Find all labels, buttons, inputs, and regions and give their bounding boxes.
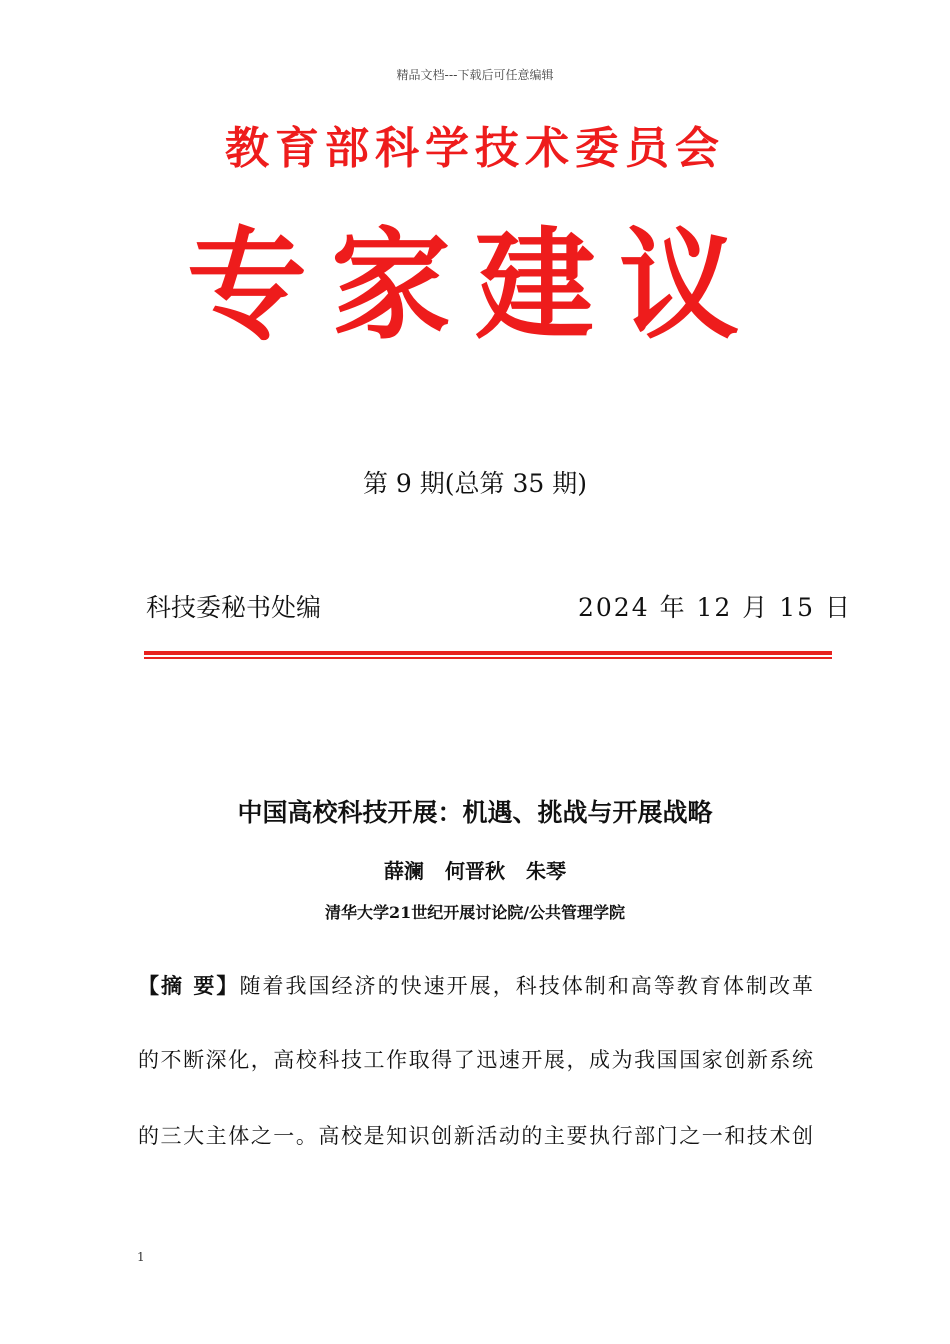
document-title: 专家建议 bbox=[187, 217, 763, 356]
organization-title: 教育部科学技术委员会 bbox=[225, 123, 725, 174]
abstract-line: 的不断深化，高校科技工作取得了迅速开展，成为我国国家创新系统 bbox=[138, 1048, 814, 1072]
masthead-divider-thick bbox=[144, 651, 832, 655]
editor-line: 科技委秘书处编 bbox=[146, 593, 322, 622]
issue-number: 第 9 期(总第 35 期) bbox=[362, 469, 587, 498]
abstract-line bbox=[138, 970, 814, 1000]
article-authors: 薛澜 何晋秋 朱琴 bbox=[384, 859, 566, 883]
article-affiliation: 清华大学21世纪开展讨论院/公共管理学院 bbox=[324, 903, 626, 922]
page-number: 1 bbox=[137, 1250, 145, 1264]
abstract-label: 【摘 要】 bbox=[138, 973, 240, 998]
publication-date: 2024 年 12 月 15 日 bbox=[578, 593, 852, 622]
article-title: 中国高校科技开展：机遇、挑战与开展战略 bbox=[237, 798, 713, 827]
masthead-divider-thin bbox=[144, 657, 832, 659]
header-note: 精品文档---下载后可任意编辑 bbox=[396, 68, 554, 82]
abstract-line: 的三大主体之一。高校是知识创新活动的主要执行部门之一和技术创 bbox=[138, 1124, 814, 1148]
abstract-text: 随着我国经济的快速开展，科技体制和高等教育体制改革 bbox=[239, 974, 815, 998]
